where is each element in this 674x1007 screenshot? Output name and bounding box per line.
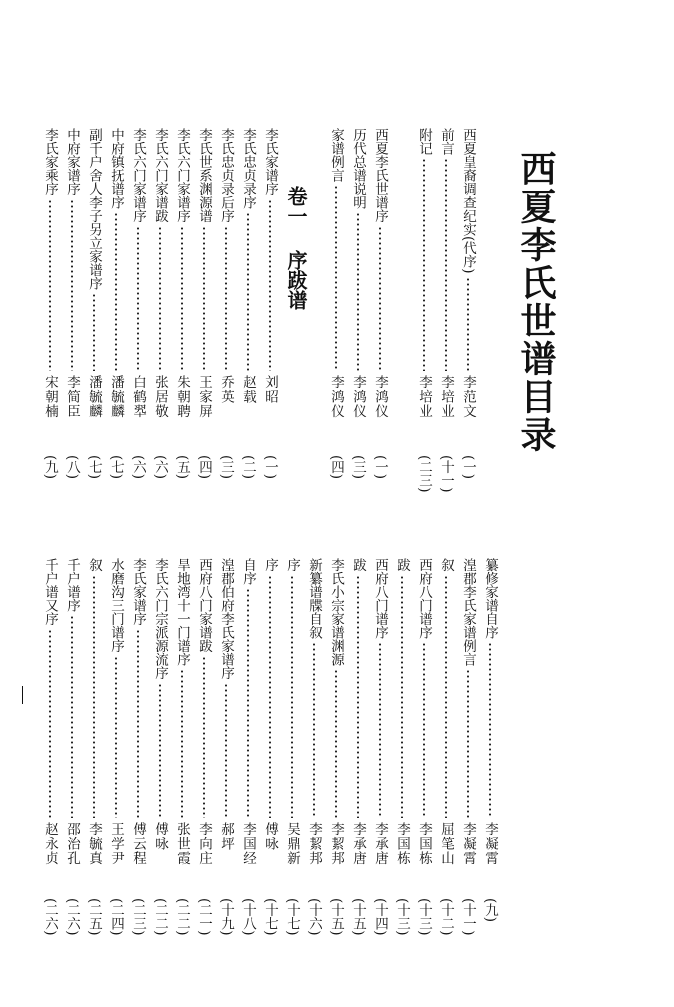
entry-title: 李氏小宗家谱渊源 (328, 558, 344, 666)
entry-title: 李氏六门家谱序 (174, 128, 190, 223)
leader-dots (247, 588, 249, 818)
entry-page: (十二) (438, 898, 454, 936)
entry-title: 跋 (394, 558, 410, 572)
entry-page: (二三) (416, 455, 432, 493)
leader-dots (203, 226, 205, 371)
entry-page: (十一) (460, 898, 476, 936)
leader-dots (181, 226, 183, 371)
entry-title: 西府八门谱序 (416, 558, 432, 639)
entry-title: 湟郡李氏家谱例言 (460, 558, 476, 666)
entry-author: 朱朝聘 (174, 375, 190, 419)
leader-dots (467, 277, 469, 371)
entry-page: (二五) (86, 898, 102, 936)
entry-page: (三) (350, 455, 366, 480)
entry-title: 纂修家谱自序 (482, 558, 498, 639)
entry-author: 白鹤翆 (130, 375, 146, 419)
volume-name: 序跋谱 (284, 250, 308, 310)
leader-dots (181, 669, 183, 818)
leader-dots (137, 629, 139, 818)
entry-title: 李氏忠贞录序 (240, 128, 256, 209)
entry-title: 叙 (438, 558, 454, 572)
entry-page: (十四) (372, 898, 388, 936)
leader-dots (159, 683, 161, 818)
leader-dots (335, 185, 337, 371)
leader-dots (71, 199, 73, 371)
entry-author: 李毓真 (86, 822, 102, 866)
entry-page: (十七) (284, 898, 300, 936)
entry-page: (二四) (108, 898, 124, 936)
entry-author: 潘毓麟 (86, 375, 102, 419)
entry-page: (十五) (350, 898, 366, 936)
leader-dots (71, 615, 73, 818)
entry-author: 张世霞 (174, 822, 190, 866)
entry-title: 副千户舍人李子另立家谱序 (86, 128, 102, 290)
entry-author: 李培业 (438, 375, 454, 419)
entry-page: (二一) (196, 898, 212, 936)
entry-author: 傅咏 (262, 822, 278, 851)
entry-author: 邵治孔 (64, 822, 80, 866)
entry-page: (六) (152, 455, 168, 480)
leader-dots (291, 575, 293, 818)
entry-author: 李凝霄 (460, 822, 476, 866)
entry-title: 李氏六门家谱序 (130, 128, 146, 223)
entry-page: (四) (328, 455, 344, 480)
leader-dots (93, 575, 95, 818)
leader-dots (137, 226, 139, 371)
leader-dots (49, 629, 51, 818)
leader-dots (357, 212, 359, 371)
entry-page: (二三) (130, 898, 146, 936)
entry-title: 李氏家谱序 (262, 128, 278, 196)
leader-dots (489, 642, 491, 818)
leader-dots (115, 656, 117, 818)
entry-author: 李鸿仪 (350, 375, 366, 419)
entry-page: (十五) (328, 898, 344, 936)
entry-title: 序 (284, 558, 300, 572)
entry-page: (七) (86, 455, 102, 480)
entry-author: 李范文 (460, 375, 476, 419)
volume-number: 卷一 (284, 186, 308, 226)
entry-title: 水磨沟三门谱序 (108, 558, 124, 653)
entry-author: 郝坪 (218, 822, 234, 851)
entry-title: 旱地湾十一门谱序 (174, 558, 190, 666)
entry-author: 李国栋 (394, 822, 410, 866)
entry-title: 李氏忠贞录后序 (218, 128, 234, 223)
entry-title: 新纂谱牒自叙 (306, 558, 322, 639)
entry-page: (十七) (262, 898, 278, 936)
entry-title: 中府家谱序 (64, 128, 80, 196)
leader-dots (423, 642, 425, 818)
entry-title: 家谱例言 (328, 128, 344, 182)
entry-author: 宋朝楠 (42, 375, 58, 419)
entry-title: 前言 (438, 128, 454, 155)
entry-title: 李氏家乘序 (42, 128, 58, 196)
entry-page: (二二) (174, 898, 190, 936)
entry-author: 李凝霄 (482, 822, 498, 866)
entry-author: 潘毓麟 (108, 375, 124, 419)
entry-title: 李氏六门家谱跋 (152, 128, 168, 223)
entry-author: 李国栋 (416, 822, 432, 866)
entry-title: 西夏皇裔调查纪实(代序) (460, 128, 476, 274)
entry-author: 李絜邦 (328, 822, 344, 866)
entry-author: 李培业 (416, 375, 432, 419)
leader-dots (423, 158, 425, 371)
entry-title: 西府八门谱序 (372, 558, 388, 639)
leader-dots (225, 226, 227, 371)
entry-title: 跋 (350, 558, 366, 572)
leader-dots (225, 683, 227, 818)
entry-page: (十六) (306, 898, 322, 936)
entry-page: (七) (108, 455, 124, 480)
leader-dots (115, 212, 117, 371)
entry-author: 傅云程 (130, 822, 146, 866)
entry-title: 叙 (86, 558, 102, 572)
leader-dots (379, 642, 381, 818)
leader-dots (247, 212, 249, 371)
entry-title: 序 (262, 558, 278, 572)
leader-dots (379, 226, 381, 371)
entry-author: 张居敬 (152, 375, 168, 419)
entry-author: 乔英 (218, 375, 234, 404)
entry-author: 王学尹 (108, 822, 124, 866)
leader-dots (467, 669, 469, 818)
entry-author: 李简臣 (64, 375, 80, 419)
entry-page: (五) (174, 455, 190, 480)
entry-page: (六) (130, 455, 146, 480)
leader-dots (159, 226, 161, 371)
entry-author: 吴鼎新 (284, 822, 300, 866)
page-title: 西夏李氏世谱目录 (515, 150, 556, 454)
entry-title: 历代总谱说明 (350, 128, 366, 209)
entry-title: 中府镇抚谱序 (108, 128, 124, 209)
leader-dots (49, 199, 51, 371)
entry-author: 屈笔山 (438, 822, 454, 866)
entry-author: 李絜邦 (306, 822, 322, 866)
leader-dots (93, 293, 95, 371)
entry-page: (九) (482, 898, 498, 923)
entry-page: (四) (196, 455, 212, 480)
volume-heading (282, 186, 311, 310)
entry-page: (十一) (438, 455, 454, 493)
entry-author: 李向庄 (196, 822, 212, 866)
entry-title: 湟郡伯府李氏家谱序 (218, 558, 234, 680)
leader-dots (203, 656, 205, 818)
entry-author: 李承唐 (350, 822, 366, 866)
entry-author: 李承唐 (372, 822, 388, 866)
entry-title: 西夏李氏世谱序 (372, 128, 388, 223)
entry-page: (一) (460, 455, 476, 480)
entry-page: (十三) (394, 898, 410, 936)
entry-page: (二二) (152, 898, 168, 936)
entry-title: 李氏家谱序 (130, 558, 146, 626)
leader-dots (401, 575, 403, 818)
entry-author: 王家屏 (196, 375, 212, 419)
entry-author: 赵载 (240, 375, 256, 404)
entry-author: 李鸿仪 (328, 375, 344, 419)
entry-author: 赵永贞 (42, 822, 58, 866)
entry-page: (八) (64, 455, 80, 480)
entry-page: (二六) (64, 898, 80, 936)
entry-author: 傅咏 (152, 822, 168, 851)
leader-dots (357, 575, 359, 818)
entry-page: (三) (218, 455, 234, 480)
entry-title: 西府八门家谱跋 (196, 558, 212, 653)
entry-title: 千户谱序 (64, 558, 80, 612)
entry-page: (二) (240, 455, 256, 480)
entry-title: 李氏世系渊源谱 (196, 128, 212, 223)
entry-title: 李氏六门宗派源流序 (152, 558, 168, 680)
entry-page: (十八) (240, 898, 256, 936)
leader-dots (313, 642, 315, 818)
entry-title: 千户谱又序 (42, 558, 58, 626)
leader-dots (445, 575, 447, 818)
entry-page: (一) (372, 455, 388, 480)
entry-title: 自序 (240, 558, 256, 585)
leader-dots (445, 158, 447, 371)
entry-author: 刘昭 (262, 375, 278, 404)
leader-dots (269, 575, 271, 818)
entry-page: (十三) (416, 898, 432, 936)
entry-author: 李国经 (240, 822, 256, 866)
entry-page: (九) (42, 455, 58, 480)
page-number-mark (22, 686, 23, 704)
entry-author: 李鸿仪 (372, 375, 388, 419)
entry-page: (二六) (42, 898, 58, 936)
entry-title: 附记 (416, 128, 432, 155)
entry-page: (一) (262, 455, 278, 480)
entry-page: (十九) (218, 898, 234, 936)
leader-dots (335, 669, 337, 818)
leader-dots (269, 199, 271, 371)
